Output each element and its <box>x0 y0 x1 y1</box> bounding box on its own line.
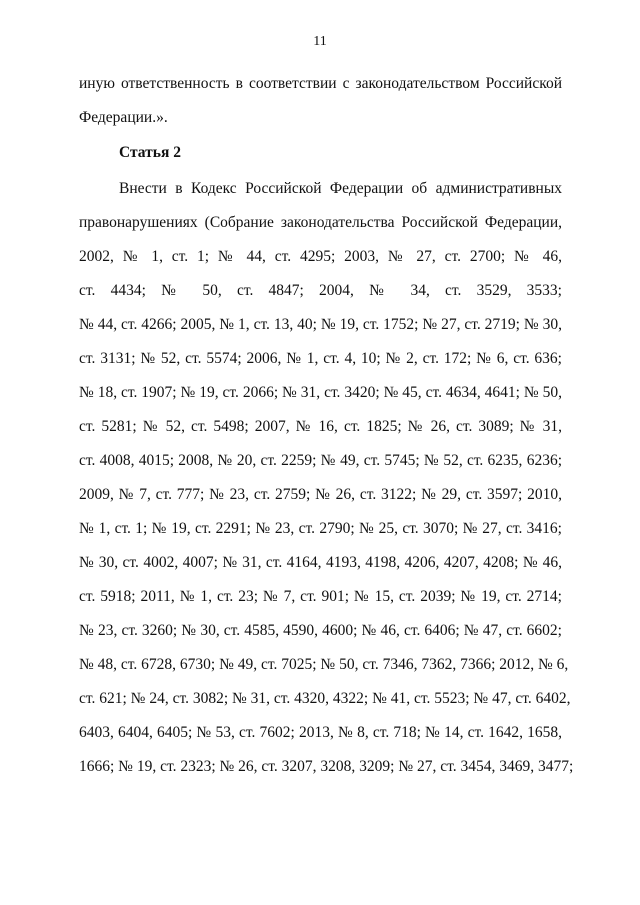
body-line: Внести в Кодекс Российской Федерации об административных <box>119 180 562 197</box>
article-body <box>79 172 574 784</box>
article-heading: Статья 2 <box>119 144 181 161</box>
body-line: ст. 4434; № 50, ст. 4847; 2004, № 34, ст. 3529, 3533; <box>79 282 562 299</box>
body-line: № 18, ст. 1907; № 19, ст. 2066; № 31, ст. 3420; № 45, ст. 4634, 4641; № 50, <box>79 384 562 401</box>
intro-line: иную ответственность в соответствии с законодательством Российской <box>79 75 562 92</box>
body-line: № 30, ст. 4002, 4007; № 31, ст. 4164, 4193, 4198, 4206, 4207, 4208; № 46, <box>79 554 562 571</box>
intro-line: Федерации.». <box>79 109 168 126</box>
body-line: ст. 5281; № 52, ст. 5498; 2007, № 16, ст. 1825; № 26, ст. 3089; № 31, <box>79 418 562 435</box>
body-line: № 23, ст. 3260; № 30, ст. 4585, 4590, 4600; № 46, ст. 6406; № 47, ст. 6602; <box>79 622 562 639</box>
body-line: ст. 3131; № 52, ст. 5574; 2006, № 1, ст. 4, 10; № 2, ст. 172; № 6, ст. 636; <box>79 350 562 367</box>
body-line: правонарушениях (Собрание законодательства Российской Федерации, <box>79 214 562 231</box>
body-line: № 48, ст. 6728, 6730; № 49, ст. 7025; № 50, ст. 7346, 7362, 7366; 2012, № 6, <box>79 656 569 673</box>
body-line: 6403, 6404, 6405; № 53, ст. 7602; 2013, № 8, ст. 718; № 14, ст. 1642, 1658, <box>79 724 562 741</box>
body-line: № 44, ст. 4266; 2005, № 1, ст. 13, 40; № 19, ст. 1752; № 27, ст. 2719; № 30, <box>79 316 562 333</box>
body-line: ст. 5918; 2011, № 1, ст. 23; № 7, ст. 901; № 15, ст. 2039; № 19, ст. 2714; <box>79 588 562 605</box>
intro-paragraph <box>79 67 562 135</box>
body-line: 1666; № 19, ст. 2323; № 26, ст. 3207, 3208, 3209; № 27, ст. 3454, 3469, 3477; <box>79 758 574 775</box>
body-line: № 1, ст. 1; № 19, ст. 2291; № 23, ст. 2790; № 25, ст. 3070; № 27, ст. 3416; <box>79 520 562 537</box>
body-line: ст. 4008, 4015; 2008, № 20, ст. 2259; № 49, ст. 5745; № 52, ст. 6235, 6236; <box>79 452 562 469</box>
body-line: ст. 621; № 24, ст. 3082; № 31, ст. 4320, 4322; № 41, ст. 5523; № 47, ст. 6402, <box>79 690 571 707</box>
body-line: 2002, № 1, ст. 1; № 44, ст. 4295; 2003, № 27, ст. 2700; № 46, <box>79 248 562 265</box>
page-number: 11 <box>313 34 327 49</box>
body-line: 2009, № 7, ст. 777; № 23, ст. 2759; № 26, ст. 3122; № 29, ст. 3597; 2010, <box>79 486 562 503</box>
